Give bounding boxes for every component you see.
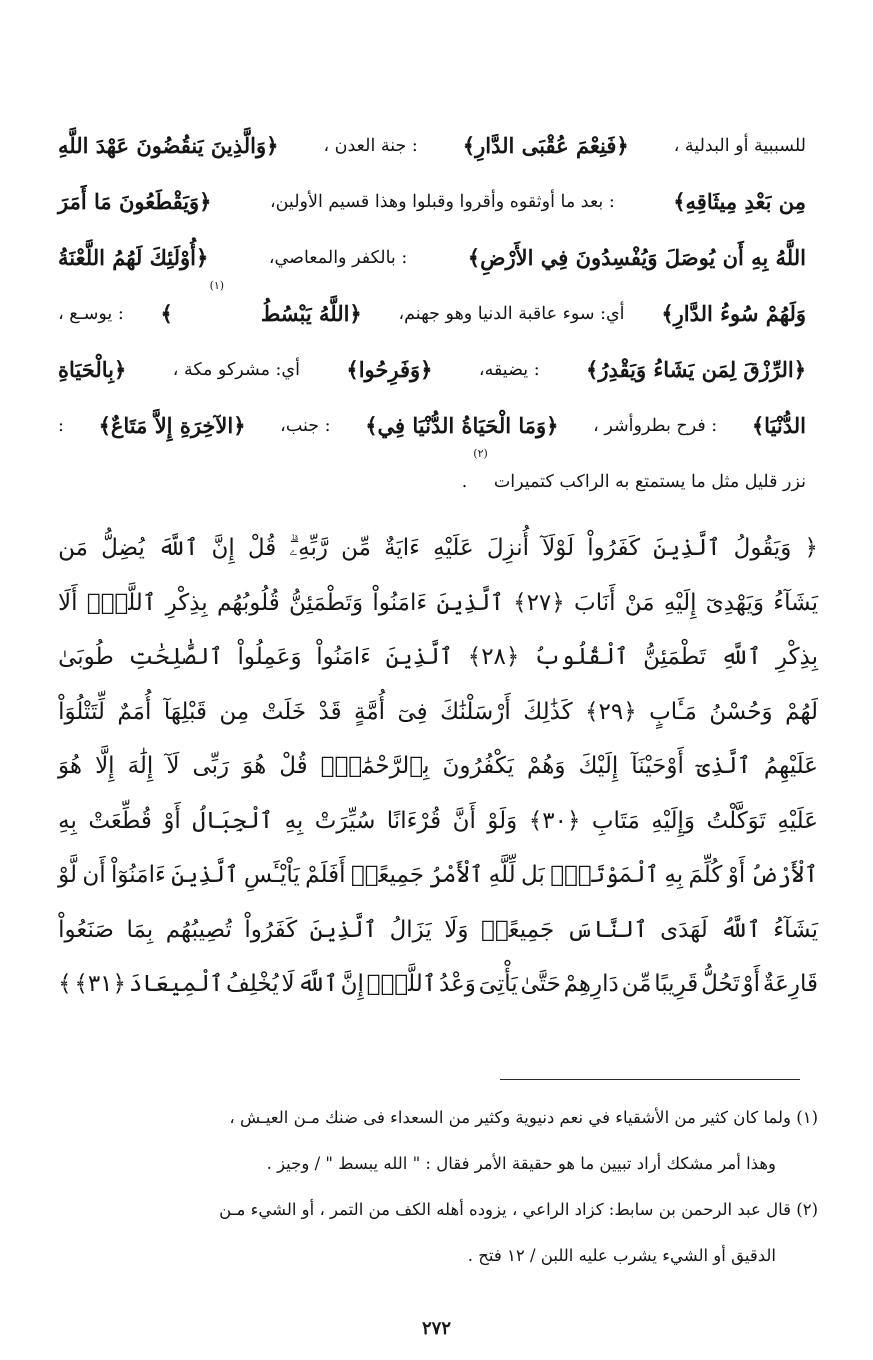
verse-word: ﴿٢٧﴾	[513, 589, 565, 616]
verse-word: وَلَا	[444, 916, 469, 943]
verse-word: بِمَا	[126, 916, 154, 943]
verse-word: كَفَرُواْ	[587, 535, 641, 561]
verse-word: مَنْ	[624, 589, 655, 616]
verse-word: بَل	[521, 862, 545, 888]
verse-word: لَا	[281, 971, 295, 997]
verse-word: ٱلْأَرْضُ	[750, 862, 818, 888]
verse-word: مَـَٔابٍ	[649, 698, 697, 725]
verse-word: أَنَابَ	[574, 589, 616, 616]
quoted-verse-fragment: ﴿الآخِرَةِ إِلاَّ مَتَاعٌ﴾	[98, 413, 246, 438]
verse-word: أَنَّ	[452, 807, 476, 834]
verse-word: ٱللَّهَ	[297, 971, 338, 997]
quoted-verse-fragment: ﴿فَنِعْمَ عُقْبَى الدَّارِ﴾	[462, 133, 629, 158]
verse-word: طُوبَىٰ	[58, 644, 114, 670]
verse-word: أَفَلَمْ	[305, 862, 346, 888]
quoted-verse-fragment: اللَّهُ بِهِ أَن يُوصَلَ وَيُفْسِدُونَ فِي الأَرْضِ﴾	[467, 245, 806, 270]
verse-word: إِنَّ	[340, 971, 364, 997]
verse-word: ﴿٢٩﴾	[585, 698, 637, 725]
verse-word: ٱلَّذِينَ	[171, 862, 239, 888]
commentary-text: أي: مشركو مكة ،	[172, 360, 300, 380]
verse-word: ٱلَّذِينَ	[436, 589, 504, 616]
quoted-verse-fragment: ﴿اللَّهُ يَبْسُطُ	[260, 301, 362, 326]
verse-word: وَعْدُ	[438, 971, 476, 997]
verse-word: ٱلْمَوْتَىٰۗ	[550, 862, 659, 888]
verse-word: بِهِ	[664, 862, 684, 888]
verse-word: أَوْ	[742, 971, 761, 997]
verse-word: جَمِيعًاۗ	[481, 916, 555, 943]
verse-word: إِنَّ	[211, 535, 235, 561]
commentary-line	[58, 230, 806, 286]
page-number: ٢٧٢	[421, 1318, 451, 1339]
verse-word: قَدْ	[318, 698, 342, 725]
verse-word: قَارِعَةٌ	[762, 971, 818, 997]
verse-word: ٱللَّهُ	[720, 916, 761, 943]
commentary-text: : بالكفر والمعاصي،	[268, 248, 408, 268]
verse-word: سُيِّرَتْ	[314, 807, 376, 834]
quran-verses-block	[58, 521, 818, 1041]
verse-word: أُمَّةٍ	[354, 698, 386, 725]
verse-word: بِهِ	[284, 807, 304, 834]
quoted-verse-fragment: ﴾	[160, 301, 173, 326]
verse-word: مِّن	[341, 535, 371, 561]
footnote-1-line-1: (١) ولما كان كثير من الأشقياء في نعم دنيوية وكثير من السعداء فى ضنك مـن العيـش ،	[229, 1108, 818, 1127]
verse-word: وَإِلَيْهِ	[651, 807, 696, 834]
verse-word: جَمِيعًاۗ	[350, 862, 425, 888]
verse-word: قُطِّعَتْ	[88, 807, 152, 834]
verse-word: إِلَّا	[95, 753, 115, 779]
verse-word: أُمَمٌ	[117, 698, 152, 725]
commentary-line	[58, 174, 806, 230]
verse-word: ٱللَّهِ	[720, 644, 762, 670]
verse-word: ٱلْمِيعَادَ	[128, 971, 224, 997]
verse-word: يُضِلُّ	[101, 535, 145, 561]
verse-word: ٱللَّهِۗ	[86, 589, 157, 616]
verse-word: قُلْ	[247, 535, 277, 561]
commentary-text: : يوسـع ،	[58, 304, 124, 324]
commentary-text: : جنب،	[280, 416, 331, 436]
verse-word: ﴿٣١﴾	[74, 971, 127, 997]
verse-word: ٱلَّذِينَ	[385, 644, 454, 670]
commentary-text: : جنة العدن ،	[323, 136, 418, 156]
verse-word: رَبِّى	[192, 753, 230, 779]
verse-word: ءَايَةٌ	[384, 535, 420, 561]
verse-word: خَلَتْ	[261, 698, 307, 725]
verse-word: مَن	[58, 535, 88, 561]
commentary-text: :	[58, 416, 64, 436]
verse-word: ٱلَّذِىٓ	[696, 753, 751, 779]
commentary-line	[58, 279, 806, 342]
verse-word: ٱلَّذِينَ	[653, 535, 721, 561]
commentary-text: : فرح بطروأشر ،	[593, 416, 718, 436]
verse-word: هُوَ	[58, 753, 83, 779]
verse-word: يَشَآءُ	[773, 916, 818, 943]
verse-word: ٱلصَّٰلِحَٰتِ	[128, 644, 223, 670]
footnote-marker: (٢)	[473, 447, 488, 460]
commentary-line	[58, 118, 806, 174]
commentary-text: نزر قليل مثل ما يستمتع به الراكب كتميرات	[493, 472, 806, 492]
verse-word: لِّلَّهِ	[488, 862, 516, 888]
verse-word: قَبْلِهَآ	[163, 698, 207, 725]
verse-word: أَوْ	[163, 807, 181, 834]
verse-word: قَرِيبًا	[654, 971, 699, 997]
verse-word: ءَامَنُواْ	[316, 644, 371, 670]
verse-word: حَتَّىٰ	[520, 971, 561, 997]
verse-word: مِّن	[621, 971, 652, 997]
verse-word: صَنَعُواْ	[58, 916, 114, 943]
quoted-verse-fragment: ﴿الرِّزْقَ لِمَن يَشَاءُ وَيَقْدِرُ﴾	[586, 357, 806, 382]
quoted-verse-fragment: ﴿وَفَرِحُوا﴾	[346, 357, 433, 382]
verse-word: ٱلَّذِينَ	[309, 916, 378, 943]
verse-word: ﴿	[804, 535, 818, 561]
verse-word: أَلَا	[58, 589, 78, 616]
verse-line	[58, 685, 818, 740]
tafsir-commentary	[58, 118, 806, 513]
verse-line	[58, 794, 818, 849]
verse-word: تَوَكَّلْتُ	[706, 807, 766, 834]
verse-word: قُلْ	[279, 753, 308, 779]
verse-word: لَّوْ	[58, 862, 77, 888]
verse-word: ﴿٢٨﴾	[467, 644, 520, 670]
footnote-separator	[500, 1079, 800, 1080]
verse-line	[58, 739, 818, 794]
verse-line	[58, 848, 818, 903]
verse-word: وَتَطْمَئِنُّ	[289, 589, 364, 616]
commentary-text: : يضيقه،	[478, 360, 540, 380]
verse-word: وَعَمِلُواْ	[237, 644, 302, 670]
verse-word: أَن	[82, 862, 106, 888]
verse-word: لَهُمْ	[785, 698, 818, 725]
verse-word: يَأْتِىَ	[478, 971, 518, 997]
verse-word: يُخْلِفُ	[225, 971, 279, 997]
verse-word: تَحُلُّ	[701, 971, 740, 997]
verse-word: قُرْءَانًا	[386, 807, 442, 834]
quoted-verse-fragment: ﴿وَيَقْطَعُونَ مَا أَمَرَ	[58, 189, 212, 214]
verse-word: كَفَرُواْ	[244, 916, 298, 943]
verse-word: ٱلْأَمْرُ	[429, 862, 484, 888]
verse-word: عَلَيْهِمُ	[763, 753, 818, 779]
verse-word: إِلَٰهَ	[127, 753, 154, 779]
verse-word: يَكْفُرُونَ	[442, 753, 514, 779]
footnote-1-line-2: وهذا أمر مشكك أراد تبيين ما هو حقيقة الأمر فقال : " الله يبسط " / وجيز .	[266, 1154, 776, 1173]
verse-word: ٱلْجِبَالُ	[192, 807, 274, 834]
verse-line	[58, 521, 818, 576]
verse-word: أَوْحَيْنَآ	[631, 753, 684, 779]
verse-word: عَلَيْهِ	[777, 807, 818, 834]
verse-word: وَيَقُولُ	[733, 535, 792, 561]
commentary-text: : بعد ما أوثقوه وأقروا وقبلوا وهذا قسيم الأولين،	[269, 192, 615, 212]
verse-word: ءَامَنُوٓاْ	[111, 862, 166, 888]
verse-word: قُلُوبُهُم	[216, 589, 280, 616]
verse-word: وَلَوْ	[487, 807, 518, 834]
verse-word: ﴾	[58, 971, 72, 997]
verse-word: كُلِّمَ	[688, 862, 723, 888]
verse-word: ٱلنَّاسَ	[566, 916, 648, 943]
verse-word: لَهَدَى	[660, 916, 708, 943]
verse-line	[58, 957, 818, 1012]
verse-word: هُوَ	[242, 753, 267, 779]
verse-word: تُصِيبُهُم	[165, 916, 232, 943]
verse-word: يَاْيْـَٔسِ	[243, 862, 300, 888]
verse-word: بِٱلرَّحْمَٰنِۚ	[320, 753, 430, 779]
verse-word: يَشَآءُ	[773, 589, 818, 616]
verse-word: فِىٓ	[397, 698, 428, 725]
verse-word: وَيَهْدِىٓ	[705, 589, 764, 616]
verse-line	[58, 576, 818, 631]
quoted-verse-fragment: ﴿وَالَّذِينَ يَنقُضُونَ عَهْدَ اللَّهِ	[58, 133, 279, 158]
commentary-line	[58, 447, 806, 510]
quoted-verse-fragment: ﴿وَمَا الْحَيَاةُ الدُّنْيَا فِي﴾	[365, 413, 559, 438]
commentary-line	[58, 398, 806, 454]
verse-word: إِلَيْكَ	[578, 753, 619, 779]
verse-word: إِلَيْهِ	[663, 589, 697, 616]
verse-word: مَتَابِ	[591, 807, 640, 834]
commentary-text: .	[461, 472, 468, 492]
verse-word: بِهِ	[58, 807, 77, 834]
footnote-2-line-2: الدقيق أو الشيء يشرب عليه اللبن / ١٢ فتح .	[467, 1246, 776, 1265]
verse-word: لَآ	[166, 753, 180, 779]
verse-word: لَوْلَآ	[542, 535, 575, 561]
verse-word: ءَامَنُواْ	[372, 589, 428, 616]
footnotes	[58, 1095, 818, 1279]
verse-line	[58, 630, 818, 685]
verse-line	[58, 903, 818, 958]
commentary-text: أي: سوء عاقبة الدنيا وهو جهنم،	[398, 304, 625, 324]
verse-word: وَحُسْنُ	[709, 698, 773, 725]
quoted-verse-fragment: ﴿أُوْلَئِكَ لَهُمُ اللَّعْنَةُ	[58, 245, 209, 270]
verse-word: دَارِهِمْ	[563, 971, 619, 997]
verse-word: ﴿٣٠﴾	[528, 807, 581, 834]
quoted-verse-fragment: الدُّنْيَا﴾	[751, 413, 806, 438]
verse-word: بِذِكْرِ	[165, 589, 208, 616]
verse-word: مِن	[219, 698, 250, 725]
commentary-text: للسببية أو البدلية ،	[673, 136, 806, 156]
verse-word: أَرْسَلْنَٰكَ	[440, 698, 511, 725]
verse-word: عَلَيْهِ	[433, 535, 474, 561]
verse-word: يَزَالُ	[389, 916, 432, 943]
verse-word: ٱللَّهَ	[157, 535, 199, 561]
verse-word: كَذَٰلِكَ	[523, 698, 573, 725]
commentary-line	[58, 342, 806, 398]
quoted-verse-fragment: ﴿بِالْحَيَاةِ	[58, 357, 127, 382]
verse-word: رَّبِّهِۦۗ	[289, 535, 329, 561]
verse-word: أَوْ	[727, 862, 746, 888]
verse-word: وَهُمْ	[526, 753, 566, 779]
verse-word: بِذِكْرِ	[775, 644, 818, 670]
verse-word: أُنزِلَ	[486, 535, 530, 561]
verse-word: لِّتَتْلُوَاْ	[58, 698, 105, 725]
verse-word: ٱللَّهِۚ	[366, 971, 437, 997]
footnote-marker: (١)	[209, 279, 225, 292]
verse-word: ٱلْقُلُوبُ	[534, 644, 629, 670]
footnote-2-line-1: (٢) قال عبد الرحمن بن سابط: كزاد الراعي ، يزوده أهله الكف من التمر ، أو الشيء مـن	[219, 1200, 818, 1219]
quoted-verse-fragment: مِن بَعْدِ مِيثَاقِهِ﴾	[673, 189, 806, 214]
verse-word: تَطْمَئِنُّ	[643, 644, 707, 670]
quoted-verse-fragment: وَلَهُمْ سُوءُ الدَّارِ﴾	[661, 301, 806, 326]
